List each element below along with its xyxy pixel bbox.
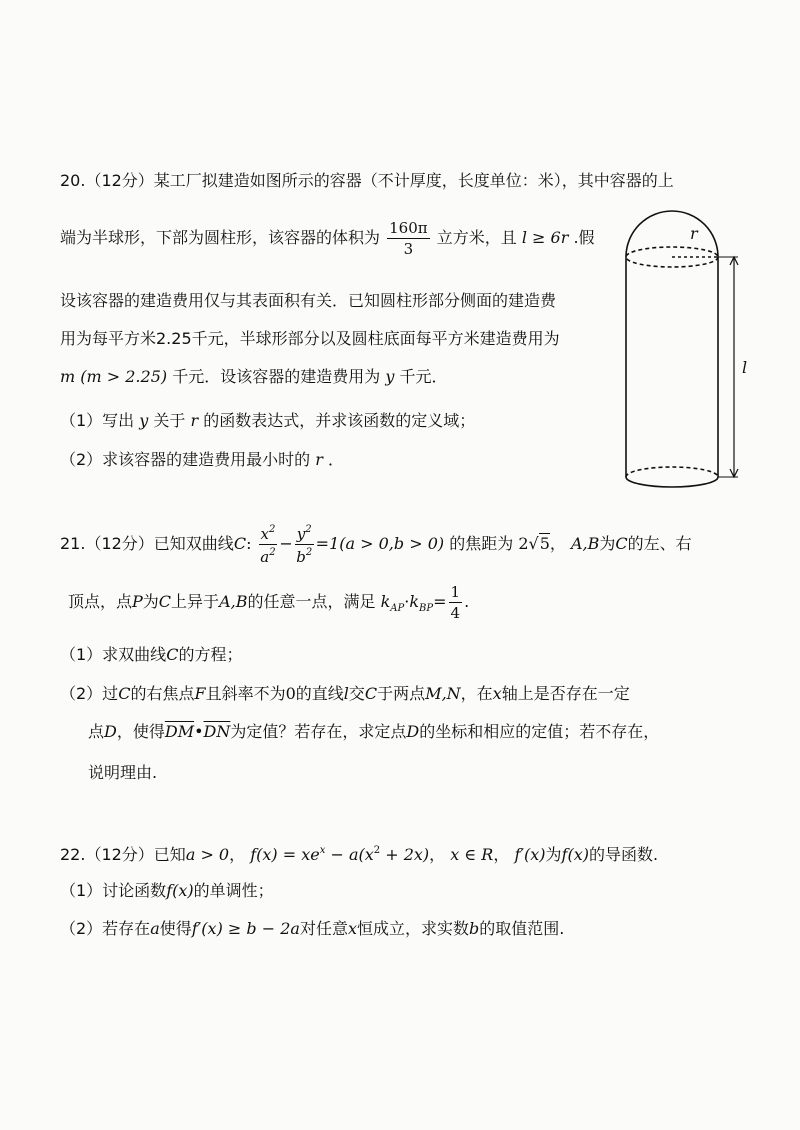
q21-line-7: 说明理由. — [88, 763, 158, 782]
q20-line-4: 用为每平方米2.25千元，半球形部分以及圆柱底面每平方米建造费用为 — [60, 329, 560, 348]
label-l: l — [742, 358, 748, 377]
hyperbola-y-term: $\frac{y^2}{b^2}$ — [296, 523, 313, 566]
cylinder-bottom-front — [626, 477, 718, 487]
q20-heading: 20.（12分）某工厂拟建造如图所示的容器（不计厚度，长度单位：米），其中容器的上 — [60, 171, 674, 190]
volume-fraction: $\frac{160\pi}{3}$ — [389, 218, 428, 258]
cylinder-bottom-back — [626, 467, 718, 477]
q20-part-1: （1）写出 y 关于 r 的函数表达式，并求该函数的定义域； — [60, 411, 476, 430]
q22-part-1: （1）讨论函数f(x)的单调性； — [60, 881, 274, 900]
label-r: r — [690, 224, 698, 243]
vector-dn: $\overline{DN}$ — [203, 722, 231, 741]
q20-line-3: 设该容器的建造费用仅与其表面积有关．已知圆柱形部分侧面的建造费 — [60, 291, 557, 310]
container-figure — [614, 205, 764, 505]
q21-part-1: （1）求双曲线C的方程； — [60, 645, 243, 664]
q21-line-2: 顶点，点P为C上异于A,B的任意一点，满足 $k_{AP}\cdot k_{BP}=$ $\frac{1}{4}$ . — [68, 582, 470, 622]
q20-part-2: （2）求该容器的建造费用最小时的 r ． — [60, 450, 345, 469]
slope-product-fraction: $\frac{1}{4}$ — [450, 582, 461, 622]
q21-heading: 21.（12分）已知双曲线C: $\frac{x^2}{a^2}$ − $\frac{y^2}{b^2}$ =1(a > 0,b > 0) 的焦距为 2√5， A,B为C的左、右 — [60, 523, 692, 566]
vector-dm: $\overline{DM}$ — [164, 722, 195, 741]
q20-line-2: 端为半球形，下部为圆柱形，该容器的体积为 $\frac{160\pi}{3}$ 立方米，且 l ≥ 6r .假 — [60, 218, 595, 258]
q22-part-2: （2）若存在a使得f′(x) ≥ b − 2a对任意x恒成立，求实数b的取值范围. — [60, 919, 565, 938]
q21-part-2: （2）过C的右焦点F且斜率不为0的直线l交C于两点M,N，在x轴上是否存在一定 — [60, 684, 630, 703]
hyperbola-x-term: $\frac{x^2}{a^2}$ — [260, 523, 276, 566]
constraint-math: l ≥ 6r — [521, 228, 569, 247]
q21-line-6: 点D，使得$\overline{DM}•\overline{DN}$为定值？若存在，求定点D的坐标和相应的定值；若不存在， — [88, 722, 660, 741]
q22-heading: 22.（12分）已知a > 0， $f(x) = xe^x - a(x^2 + 2x)$， x ∈ R， f′(x)为f(x)的导函数. — [60, 845, 659, 864]
q20-line-5: m (m > 2.25) 千元．设该容器的建造费用为 y 千元． — [60, 367, 448, 386]
